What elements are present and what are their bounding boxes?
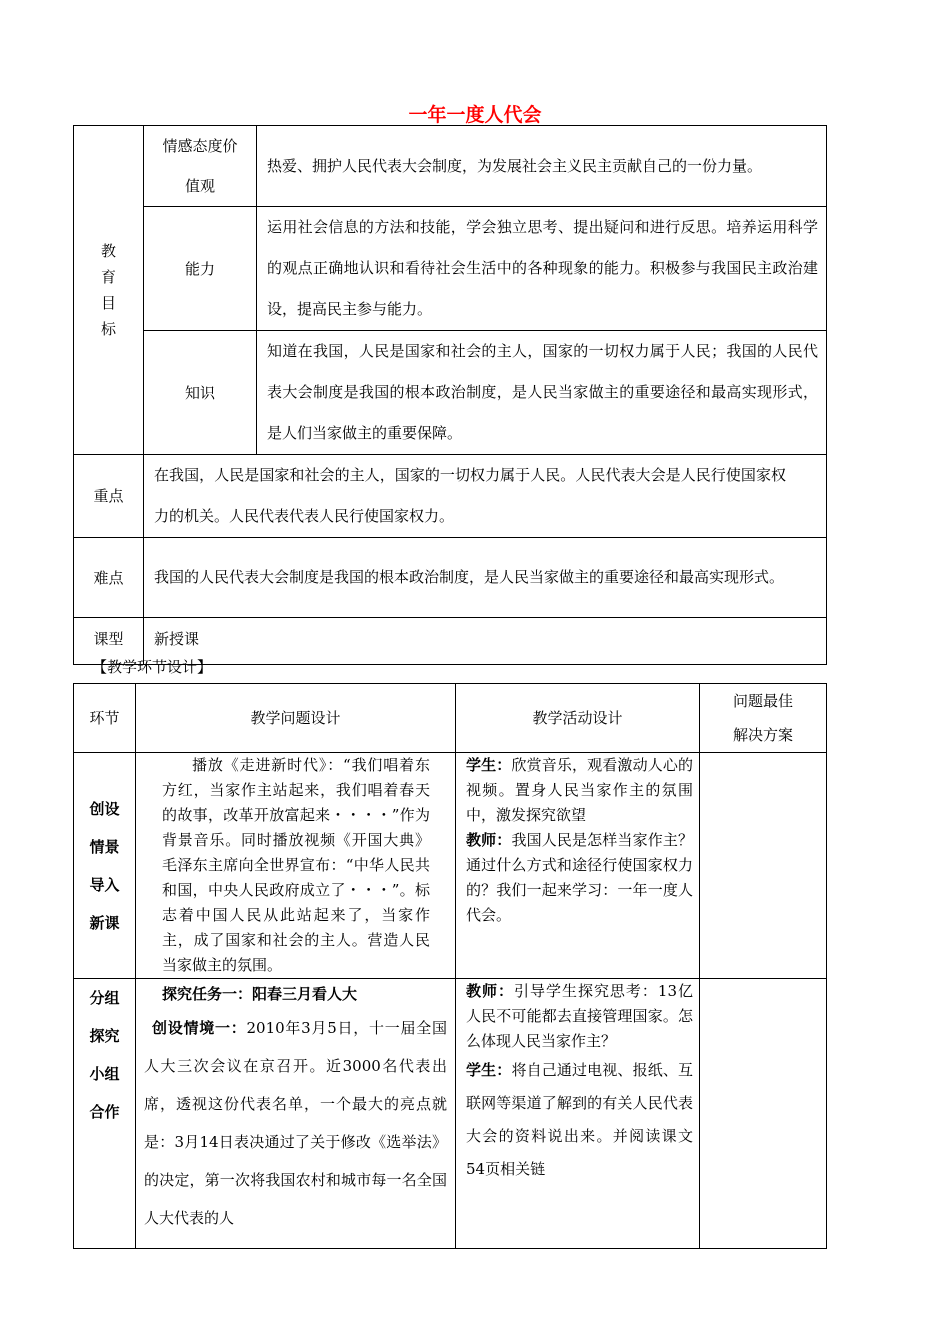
objective-name-ability: 能力 [144, 207, 257, 331]
objectives-label: 教 育 目 标 [74, 126, 144, 455]
key-points-label: 重点 [74, 455, 144, 538]
lesson-type-text: 新授课 [144, 618, 827, 665]
objective-name-attitude: 情感态度价 值观 [144, 126, 257, 207]
question-cell: 播放《走进新时代》：“我们唱着东方红，当家作主站起来，我们唱着春天的故事，改革开放富起来・・・・”作为背景音乐。同时播放视频《开国大典》毛泽东主席向全世界宣布：“中华人民共和国，中央人民政府成立了・・・”。标志着中国人民从此站起来了，当家作主，成了国家和社会的主人。营造人民当家做主的氛围。 [136, 753, 456, 979]
key-points-text: 在我国，人民是国家和社会的主人，国家的一切权力属于人民。人民代表大会是人民行使国家权力的机关。人民代表代表人民行使国家权力。 [144, 455, 827, 538]
design-table [73, 683, 827, 1249]
question-cell: 探究任务一：阳春三月看人大 创设情境一：2010年3月5日，十一届全国人大三次会议在京召开。近3000名代表出席，透视这份代表名单，一个最大的亮点就是：3月14日表决通过了关于修改《选举法》的决定，第一次将我国农村和城市每一名全国人大代表的人 [136, 979, 456, 1249]
header-activity: 教学活动设计 [456, 684, 700, 753]
solution-cell [700, 753, 827, 979]
objective-text-attitude: 热爱、拥护人民代表大会制度，为发展社会主义民主贡献自己的一份力量。 [257, 126, 827, 207]
objective-text-knowledge: 知道在我国，人民是国家和社会的主人，国家的一切权力属于人民；我国的人民代表大会制度是我国的根本政治制度，是人民当家做主的重要途径和最高实现形式，是人们当家做主的重要保障。 [257, 331, 827, 455]
objective-text-ability: 运用社会信息的方法和技能，学会独立思考、提出疑问和进行反思。培养运用科学的观点正确地认识和看待社会生活中的各种现象的能力。积极参与我国民主政治建设，提高民主参与能力。 [257, 207, 827, 331]
stage-label: 分组 探究 小组 合作 [74, 979, 136, 1249]
design-heading: 【教学环节设计】 [92, 658, 213, 676]
solution-cell [700, 979, 827, 1249]
table-row [74, 753, 827, 979]
objectives-table [73, 125, 827, 665]
lesson-type-label: 课型 [74, 618, 144, 665]
page-title: 一年一度人代会 [408, 104, 542, 126]
table-row [74, 979, 827, 1249]
header-solution: 问题最佳 解决方案 [700, 684, 827, 753]
stage-label: 创设 情景 导入 新课 [74, 753, 136, 979]
difficulties-text: 我国的人民代表大会制度是我国的根本政治制度，是人民当家做主的重要途径和最高实现形式。 [144, 538, 827, 618]
objective-name-knowledge: 知识 [144, 331, 257, 455]
difficulties-label: 难点 [74, 538, 144, 618]
header-stage: 环节 [74, 684, 136, 753]
activity-cell: 教师：引导学生探究思考：13亿人民不可能都去直接管理国家。怎么体现人民当家作主？ 学生：将自己通过电视、报纸、互联网等渠道了解到的有关人民代表大会的资料说出来。并阅读课文54页相关链 [456, 979, 700, 1249]
header-question: 教学问题设计 [136, 684, 456, 753]
activity-cell: 学生：欣赏音乐，观看激动人心的视频。置身人民当家作主的氛围中，激发探究欲望 教师：我国人民是怎样当家作主？通过什么方式和途径行使国家权力的？我们一起来学习：一年一度人代会。 [456, 753, 700, 979]
